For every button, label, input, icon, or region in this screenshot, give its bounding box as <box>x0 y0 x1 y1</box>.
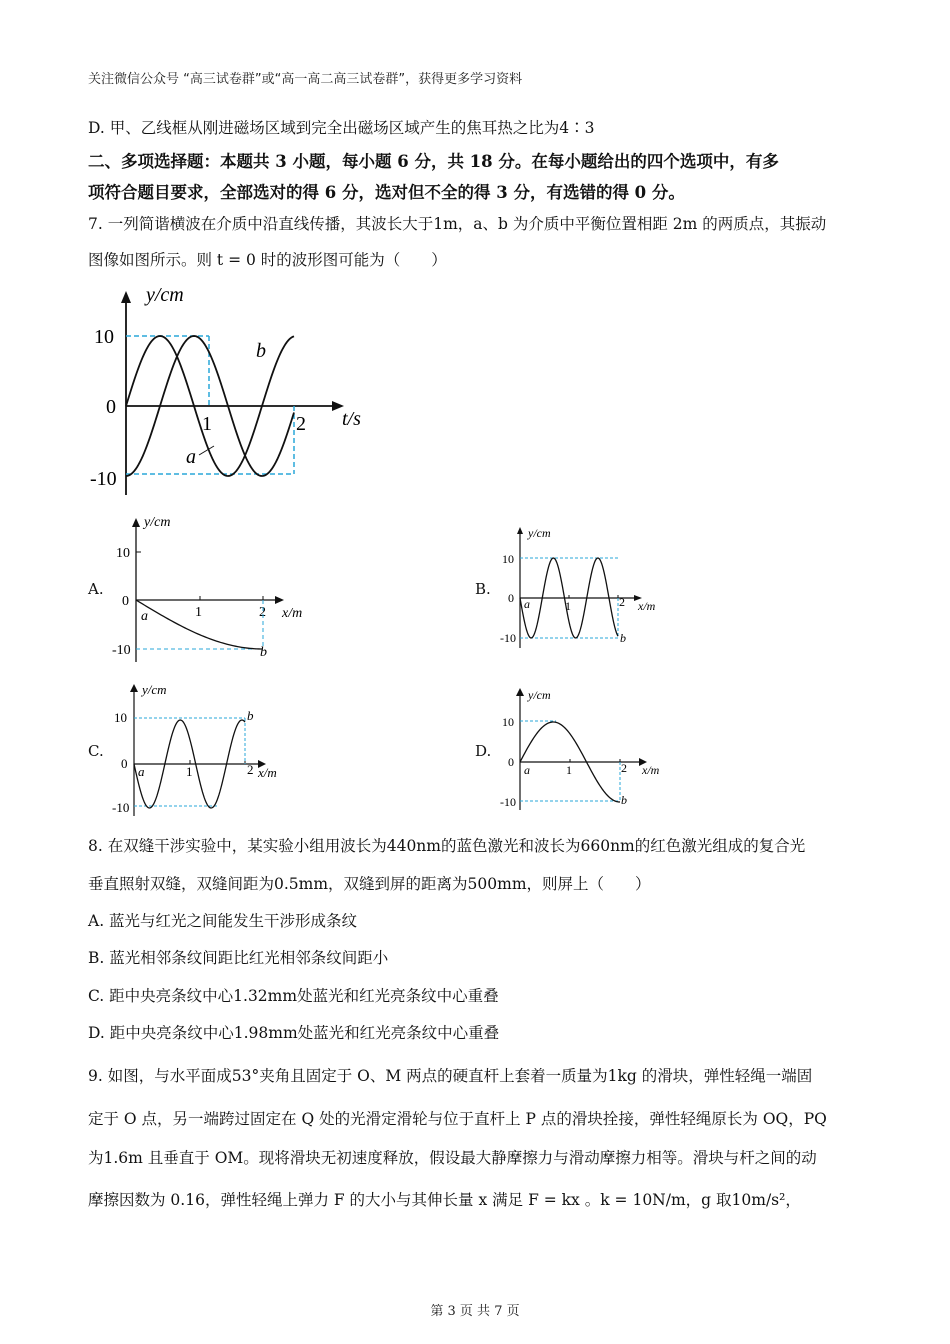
q6-option-d: D. 甲、乙线框从刚进磁场区域到完全出磁场区域产生的焦耳热之比为4∶3 <box>88 119 595 137</box>
svg-text:0: 0 <box>508 591 514 605</box>
svg-text:-10: -10 <box>112 643 131 658</box>
svg-text:a: a <box>524 597 530 611</box>
option-d-label[interactable]: D. <box>475 742 492 760</box>
q8-option-b[interactable]: B. 蓝光相邻条纹间距比红光相邻条纹间距小 <box>88 949 389 967</box>
y-axis-arrow-icon <box>130 684 138 692</box>
q9-stem-line3: 为1.6m 且垂直于 OM。现将滑块无初速度释放，假设最大静摩擦力与滑动摩擦力相等。滑块与杆之间的动 <box>88 1149 817 1167</box>
option-a-label[interactable]: A. <box>88 580 104 598</box>
option-c-label[interactable]: C. <box>88 742 104 760</box>
svg-text:10: 10 <box>116 546 130 561</box>
q7-stem-line1: 7. 一列简谐横波在介质中沿直线传播，其波长大于1m，a、b 为介质中平衡位置相距 2m 的两质点，其振动 <box>88 215 827 233</box>
svg-text:b: b <box>260 645 267 660</box>
section2-heading-line2: 项符合题目要求，全部选对的得 6 分，选对但不全的得 3 分，有选错的得 0 分。 <box>88 183 685 202</box>
svg-text:10: 10 <box>114 710 127 725</box>
svg-text:0: 0 <box>121 756 128 771</box>
q7-stem-line2: 图像如图所示。则 t = 0 时的波形图可能为（ ） <box>88 251 447 269</box>
option-b-graph <box>496 522 671 650</box>
svg-text:y/cm: y/cm <box>142 682 167 697</box>
svg-text:10: 10 <box>502 552 514 566</box>
svg-text:-10: -10 <box>500 631 516 645</box>
svg-text:1: 1 <box>195 605 202 620</box>
svg-text:2: 2 <box>621 761 627 775</box>
svg-text:y/cm: y/cm <box>144 515 171 530</box>
svg-text:0: 0 <box>508 755 514 769</box>
x-tick-2: 2 <box>296 413 306 435</box>
svg-text:b: b <box>247 708 254 723</box>
y-tick-0: 0 <box>106 396 116 418</box>
y-axis-arrow-icon <box>516 688 524 696</box>
svg-text:x/m: x/m <box>282 606 303 621</box>
svg-text:2: 2 <box>619 595 625 609</box>
svg-text:b: b <box>620 631 626 645</box>
y-tick-10: 10 <box>94 326 114 348</box>
option-b-label[interactable]: B. <box>475 580 491 598</box>
y-axis-arrow-icon <box>132 518 140 527</box>
q8-stem-line1: 8. 在双缝干涉实验中，某实验小组用波长为440nm的蓝色激光和波长为660nm的红色激光组成的复合光 <box>88 837 806 855</box>
q8-stem-line2: 垂直照射双缝，双缝间距为0.5mm，双缝到屏的距离为500mm，则屏上（ ） <box>88 875 651 893</box>
q9-stem-line4: 摩擦因数为 0.16，弹性轻绳上弹力 F 的大小与其伸长量 x 满足 F = kx 。k = 10N/m，g 取10m/s²， <box>88 1191 801 1209</box>
x-tick-1: 1 <box>202 413 212 435</box>
ylabel: y/cm <box>146 285 184 306</box>
svg-text:x/m: x/m <box>642 763 660 777</box>
q7-vibration-graph <box>86 285 386 500</box>
svg-text:x/m: x/m <box>638 599 656 613</box>
svg-text:a: a <box>138 764 145 779</box>
pointer-a <box>199 446 214 455</box>
svg-text:10: 10 <box>502 715 514 729</box>
svg-text:x/m: x/m <box>258 765 277 780</box>
section2-heading-line1: 二、多项选择题：本题共 3 小题，每小题 6 分，共 18 分。在每小题给出的四个选项中，有多 <box>88 152 779 171</box>
q8-option-d[interactable]: D. 距中央亮条纹中心1.98mm处蓝光和红光亮条纹中心重叠 <box>88 1024 500 1042</box>
option-a-graph <box>108 510 323 665</box>
y-tick-neg10: -10 <box>90 468 117 490</box>
svg-text:a: a <box>141 609 148 624</box>
svg-text:1: 1 <box>566 763 572 777</box>
svg-text:0: 0 <box>122 594 129 609</box>
y-axis-arrow-icon <box>121 291 131 303</box>
svg-text:2: 2 <box>259 605 266 620</box>
svg-text:a: a <box>524 763 530 777</box>
svg-text:b: b <box>621 793 627 807</box>
xlabel: t/s <box>342 408 361 430</box>
x-axis-arrow-icon <box>275 596 284 604</box>
svg-text:1: 1 <box>186 764 193 779</box>
svg-text:1: 1 <box>565 599 571 613</box>
option-c-graph <box>108 678 298 818</box>
svg-text:-10: -10 <box>112 800 130 815</box>
svg-text:-10: -10 <box>500 795 516 809</box>
label-a: a <box>186 446 196 468</box>
q9-stem-line2: 定于 O 点，另一端跨过固定在 Q 处的光滑定滑轮与位于直杆上 P 点的滑块拴接，弹性轻绳原长为 OQ，PQ <box>88 1110 827 1128</box>
svg-text:y/cm: y/cm <box>528 526 551 540</box>
y-axis-arrow-icon <box>517 527 523 534</box>
q9-stem-line1: 9. 如图，与水平面成53°夹角且固定于 O、M 两点的硬直杆上套着一质量为1kg 的滑块，弹性轻绳一端固 <box>88 1067 813 1085</box>
svg-text:y/cm: y/cm <box>528 688 551 702</box>
page-footer: 第 3 页 共 7 页 <box>430 1304 520 1319</box>
header-notice: 关注微信公众号 “高三试卷群”或“高一高二高三试卷群”，获得更多学习资料 <box>88 72 523 87</box>
q8-option-c[interactable]: C. 距中央亮条纹中心1.32mm处蓝光和红光亮条纹中心重叠 <box>88 987 499 1005</box>
q8-option-a[interactable]: A. 蓝光与红光之间能发生干涉形成条纹 <box>88 912 358 930</box>
label-b: b <box>256 340 266 362</box>
svg-text:2: 2 <box>247 762 254 777</box>
option-d-graph <box>496 684 681 812</box>
